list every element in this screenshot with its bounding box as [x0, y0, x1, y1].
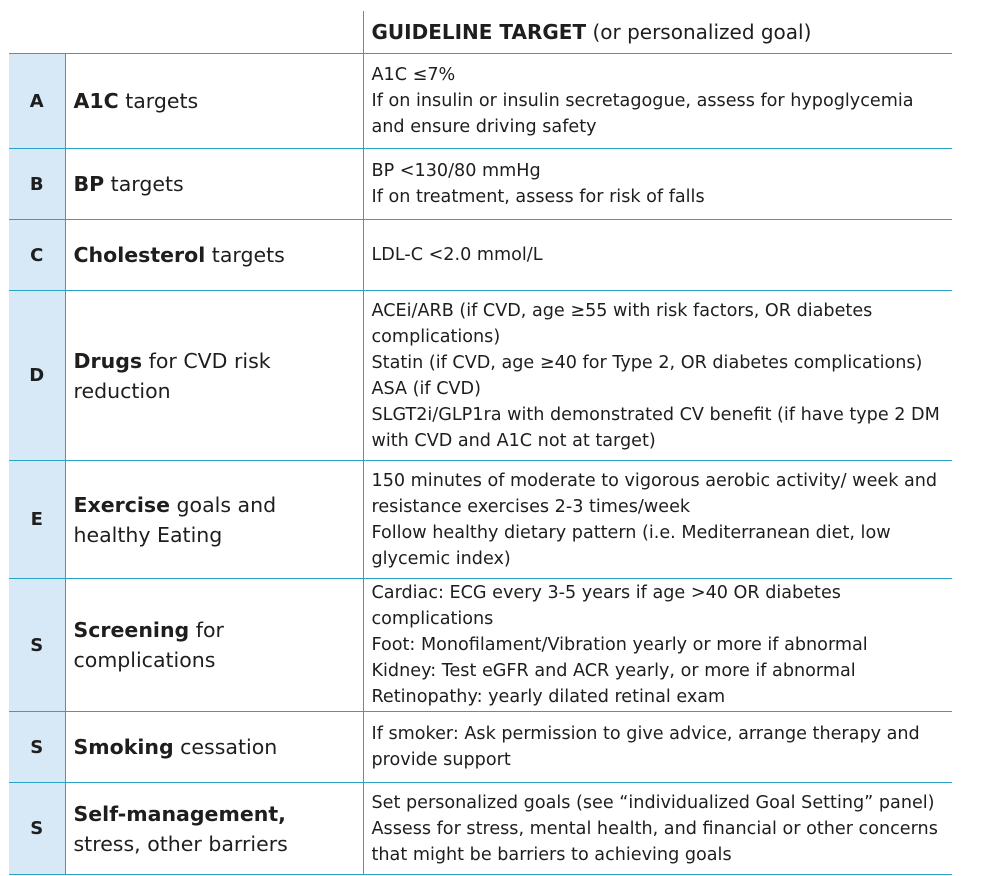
target-line: ACEi/ARB (if CVD, age ≥55 with risk factors, OR diabetes complications)	[371, 300, 873, 347]
row-topic-rest: cessation	[173, 735, 278, 759]
row-topic	[65, 149, 363, 220]
target-line: ASA (if CVD)	[371, 378, 481, 399]
row-topic-bold: BP	[73, 172, 105, 196]
target-line: SLGT2i/GLP1ra with demonstrated CV benefit (if have type 2 DM with CVD and A1C not at target)	[371, 404, 940, 451]
target-line: 150 minutes of moderate to vigorous aerobic activity/ week and resistance exercises 2-3 times/week	[371, 470, 938, 517]
table-header-row	[9, 11, 952, 54]
table-row	[9, 149, 952, 220]
abcdess-guideline-table	[9, 11, 952, 875]
row-letter: B	[9, 149, 65, 220]
table-row	[9, 712, 952, 783]
row-letter: A	[9, 54, 65, 149]
header-empty-cell	[9, 11, 363, 54]
header-target-bold: GUIDELINE TARGET	[371, 20, 587, 44]
target-line: A1C ≤7%	[371, 65, 456, 85]
row-target	[363, 291, 952, 461]
target-line: Retinopathy: yearly dilated retinal exam	[371, 687, 726, 707]
target-line: Foot: Monofilament/Vibration yearly or more if abnormal	[371, 635, 868, 655]
target-line: If smoker: Ask permission to give advice, arrange therapy and provide support	[371, 724, 920, 770]
row-topic	[65, 712, 363, 783]
row-topic-bold: Cholesterol	[73, 243, 206, 267]
table-row	[9, 291, 952, 461]
row-topic-rest: targets	[104, 172, 184, 196]
target-line: Set personalized goals (see “individualized Goal Setting” panel)	[371, 792, 935, 813]
row-topic-bold: A1C	[73, 89, 119, 113]
row-topic	[65, 461, 363, 579]
row-target	[363, 149, 952, 220]
row-letter: C	[9, 220, 65, 291]
row-topic	[65, 783, 363, 875]
table-row	[9, 579, 952, 712]
row-topic-rest: targets	[118, 89, 199, 113]
row-target	[363, 461, 952, 579]
header-target-rest: (or personalized goal)	[586, 20, 812, 44]
target-line: If on treatment, assess for risk of falls	[371, 187, 705, 207]
row-topic-rest: for CVD risk reduction	[73, 348, 271, 403]
row-target	[363, 712, 952, 783]
row-letter: S	[9, 712, 65, 783]
table-row	[9, 783, 952, 875]
target-line: Assess for stress, mental health, and financial or other concerns that might be barriers to achieving goals	[371, 818, 938, 865]
table-body	[9, 11, 952, 875]
target-line: Follow healthy dietary pattern (i.e. Mediterranean diet, low glycemic index)	[371, 522, 891, 569]
target-line: Kidney: Test eGFR and ACR yearly, or more if abnormal	[371, 661, 856, 681]
header-target-cell	[363, 11, 952, 54]
row-topic-bold: Smoking	[73, 735, 174, 759]
table-row	[9, 220, 952, 291]
row-topic-bold: Drugs	[73, 348, 143, 373]
target-line: BP <130/80 mmHg	[371, 161, 541, 181]
row-letter: E	[9, 461, 65, 579]
row-topic	[65, 54, 363, 149]
table-row	[9, 461, 952, 579]
row-topic	[65, 220, 363, 291]
row-topic-rest: goals and healthy Eating	[73, 492, 277, 547]
table-row	[9, 54, 952, 149]
target-line: Statin (if CVD, age ≥40 for Type 2, OR diabetes complications)	[371, 352, 923, 373]
row-topic-bold: Self-management,	[73, 801, 286, 826]
row-topic-rest: stress, other barriers	[73, 831, 288, 856]
row-topic-rest: for complications	[73, 618, 224, 672]
row-target	[363, 54, 952, 149]
target-line: If on insulin or insulin secretagogue, assess for hypoglycemia and ensure driving safety	[371, 91, 914, 137]
row-letter: D	[9, 291, 65, 461]
row-letter: S	[9, 783, 65, 875]
target-line: LDL-C <2.0 mmol/L	[371, 245, 543, 265]
row-topic	[65, 579, 363, 712]
row-letter: S	[9, 579, 65, 712]
target-line: Cardiac: ECG every 3-5 years if age >40 OR diabetes complications	[371, 583, 841, 629]
row-target	[363, 220, 952, 291]
row-topic	[65, 291, 363, 461]
row-topic-bold: Screening	[73, 618, 190, 642]
row-topic-rest: targets	[205, 243, 285, 267]
row-target	[363, 783, 952, 875]
row-target	[363, 579, 952, 712]
row-topic-bold: Exercise	[73, 492, 171, 517]
